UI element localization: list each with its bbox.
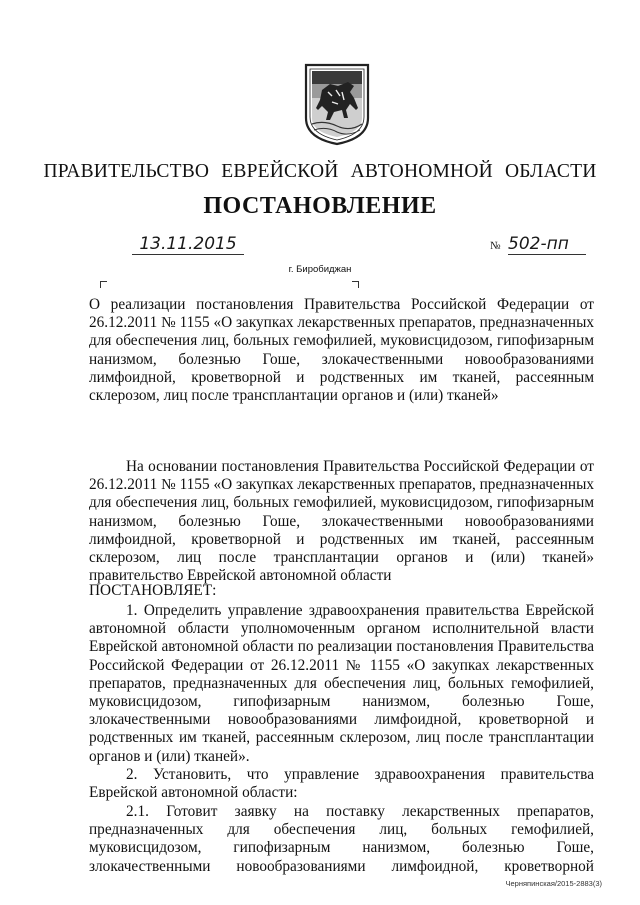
resolves-heading: ПОСТАНОВЛЯЕТ: [89, 582, 217, 599]
handwritten-date: 13.11.2015 [132, 234, 244, 255]
executor-footer: Черняпинская/2015-2883(3) [505, 879, 602, 888]
document-type-title: ПОСТАНОВЛЕНИЕ [203, 193, 437, 219]
subject-corner-left [100, 281, 107, 288]
subject-corner-right [352, 281, 359, 288]
organization-title: ПРАВИТЕЛЬСТВО ЕВРЕЙСКОЙ АВТОНОМНОЙ ОБЛАСТИ [43, 161, 597, 182]
coat-of-arms-emblem [300, 62, 374, 146]
number-sign: № [490, 240, 501, 252]
clause-1: 1. Определить управление здравоохранения правительства Еврейской автономной области уполномоченным органом исполнительной власти Еврейской автономной области по реализации постановления Правительства Российской Федерации от 26.12.2011 № 1155 «О закупках лекарственных препаратов, предназначенных для обеспечения лиц, больных гемофилией, муковисцидозом, гипофизарным нанизмом, болезнью Гоше, злокачественными новообразованиями лимфоидной, кроветворной и родственных им тканей, рассеянным склерозом, лиц после трансплантации органов и (или) тканей». [89, 602, 594, 765]
clause-2-1: 2.1. Готовит заявку на поставку лекарственных препаратов, предназначенных для обеспечения лиц, больных гемофилией, муковисцидозом, гипофизарным нанизмом, болезнью Гоше, злокачественными новообразованиями лимфоидной, кроветворной [89, 803, 594, 875]
document-subject: О реализации постановления Правительства Российской Федерации от 26.12.2011 № 1155 «О закупках лекарственных препаратов, предназначенных для обеспечения лиц, больных гемофилией, муковисцидозом, гипофизарным нанизмом, болезнью Гоше, злокачественными новообразованиями лимфоидной, кроветворной и родственных им тканей, рассеянным склерозом, лиц после трансплантации органов и (или) тканей» [89, 296, 594, 405]
handwritten-number: 502-пп [508, 234, 586, 255]
clause-2: 2. Установить, что управление здравоохранения правительства Еврейской автономной области: [89, 766, 594, 802]
city-label: г. Биробиджан [288, 264, 352, 275]
basis-paragraph: На основании постановления Правительства Российской Федерации от 26.12.2011 № 1155 «О закупках лекарственных препаратов, предназначенных для обеспечения лиц, больных гемофилией, муковисцидозом, гипофизарным нанизмом, болезнью Гоше, злокачественными новообразованиями лимфоидной, кроветворной и родственных им тканей, рассеянным склерозом, лиц после трансплантации органов и (или) тканей» правительство Еврейской автономной области [89, 458, 594, 585]
